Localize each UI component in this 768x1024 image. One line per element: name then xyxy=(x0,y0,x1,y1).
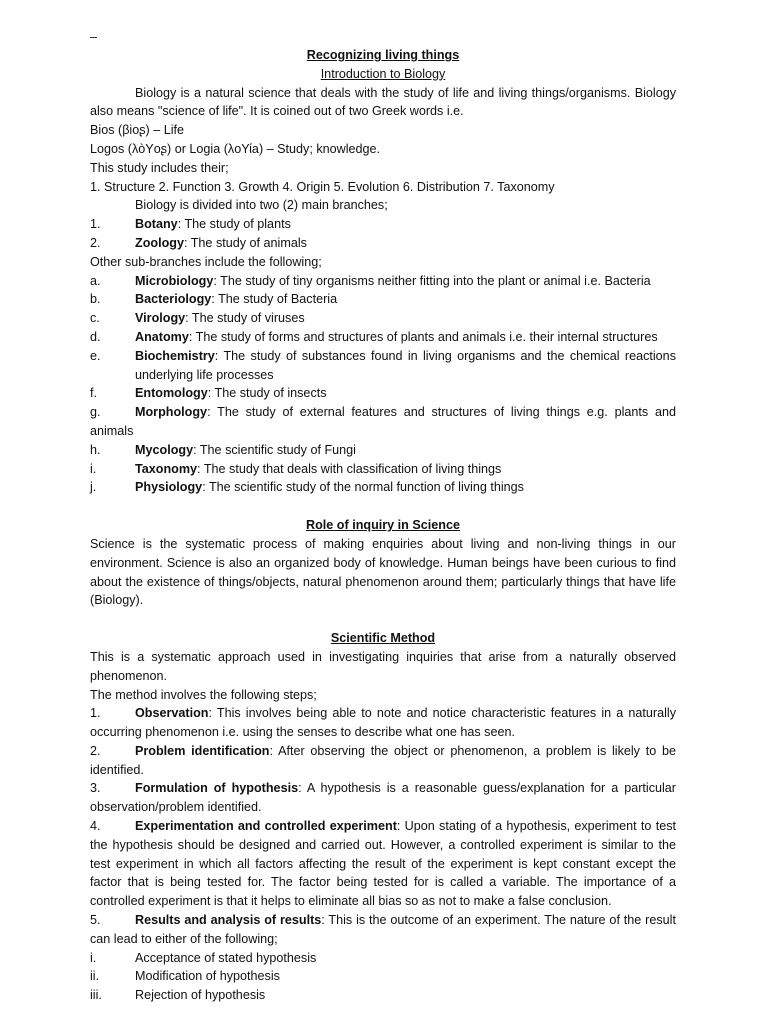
outcomes-list xyxy=(90,949,676,1005)
sub-branches-list xyxy=(90,272,676,498)
intro-paragraph: Biology is a natural science that deals with the study of life and living things/organisms. Biology also means "science of life". It is coined out of two Greek words i.e. xyxy=(90,85,676,119)
list-item: 5. Results and analysis of results: This is the outcome of an experiment. The nature of the result can lead to either of the following; xyxy=(90,913,676,946)
list-item: i. Taxonomy: The study that deals with classification of living things xyxy=(90,461,502,476)
steps-list xyxy=(90,704,676,948)
inquiry-paragraph: Science is the systematic process of making enquiries about living and non-living things in our environment. Science is also an organized body of knowledge. Human beings have been curious to find about the existence of things/objects, natural phenomenon around them; particularly things that have life (Biology). xyxy=(90,536,676,608)
list-item: d. Anatomy: The study of forms and structures of plants and animals i.e. their internal structures xyxy=(90,329,658,344)
list-item: e. Biochemistry: The study of substances found in living organisms and the chemical reactions underlying life processes xyxy=(90,348,676,382)
list-item: h. Mycology: The scientific study of Fungi xyxy=(90,442,356,457)
list-item: 4. Experimentation and controlled experiment: Upon stating of a hypothesis, experiment to test the hypothesis should be designed and carried out. However, a controlled experiment is similar to the test experiment in which all factors affecting the result of the experiment is kept constant except the factor that is being tested for. The factor being tested for is called a variable. The importance of a controlled experiment is that it helps to eliminate all bias so as not to make a false conclusion. xyxy=(90,819,676,909)
includes-line: This study includes their; xyxy=(90,160,229,175)
includes-list: 1. Structure 2. Function 3. Growth 4. Origin 5. Evolution 6. Distribution 7. Taxonomy xyxy=(90,179,555,194)
list-item: 3. Formulation of hypothesis: A hypothesis is a reasonable guess/explanation for a particular observation/problem identified. xyxy=(90,781,676,815)
other-branches-intro: Other sub-branches include the following; xyxy=(90,254,322,269)
list-item: 2. Problem identification: After observing the object or phenomenon, a problem is likely to be identified. xyxy=(90,743,677,777)
steps-intro: The method involves the following steps; xyxy=(90,687,317,702)
list-item: i. Acceptance of stated hypothesis xyxy=(90,950,317,965)
document-title: Recognizing living things xyxy=(306,48,460,62)
list-item: iii. Rejection of hypothesis xyxy=(90,988,266,1003)
inquiry-heading: Role of inquiry in Science xyxy=(306,518,460,533)
list-item: j. Physiology: The scientific study of the normal function of living things xyxy=(90,480,524,495)
list-item: f. Entomology: The study of insects xyxy=(90,386,327,401)
bios-line: Bios (βioʂ) – Life xyxy=(90,123,185,138)
list-item: a. Microbiology: The study of tiny organisms neither fitting into the plant or animal i.e. Bacteria xyxy=(90,273,651,288)
list-item: 2. Zoology: The study of animals xyxy=(90,235,307,250)
list-item: b. Bacteriology: The study of Bacteria xyxy=(90,292,338,307)
logos-line: Logos (λòΥoʂ) or Logia (λoΥίa) – Study; knowledge. xyxy=(90,141,381,156)
document-subtitle: Introduction to Biology xyxy=(320,66,446,81)
divided-line: Biology is divided into two (2) main branches; xyxy=(135,198,388,213)
list-item: c. Virology: The study of viruses xyxy=(90,311,305,326)
list-item: g. Morphology: The study of external features and structures of living things e.g. plants and animals xyxy=(90,405,676,438)
list-item: 1. Botany: The study of plants xyxy=(90,217,291,232)
method-heading: Scientific Method xyxy=(330,631,436,646)
method-paragraph: This is a systematic approach used in investigating inquiries that arise from a naturally observed phenomenon. xyxy=(90,649,676,683)
list-item: 1. Observation: This involves being able to note and notice characteristic features in a naturally occurring phenomenon i.e. using the senses to describe what one has seen. xyxy=(90,706,676,740)
document-page xyxy=(90,28,676,1005)
main-branches-list xyxy=(90,215,676,253)
dash-mark: – xyxy=(90,30,98,44)
list-item: ii. Modification of hypothesis xyxy=(90,969,280,984)
